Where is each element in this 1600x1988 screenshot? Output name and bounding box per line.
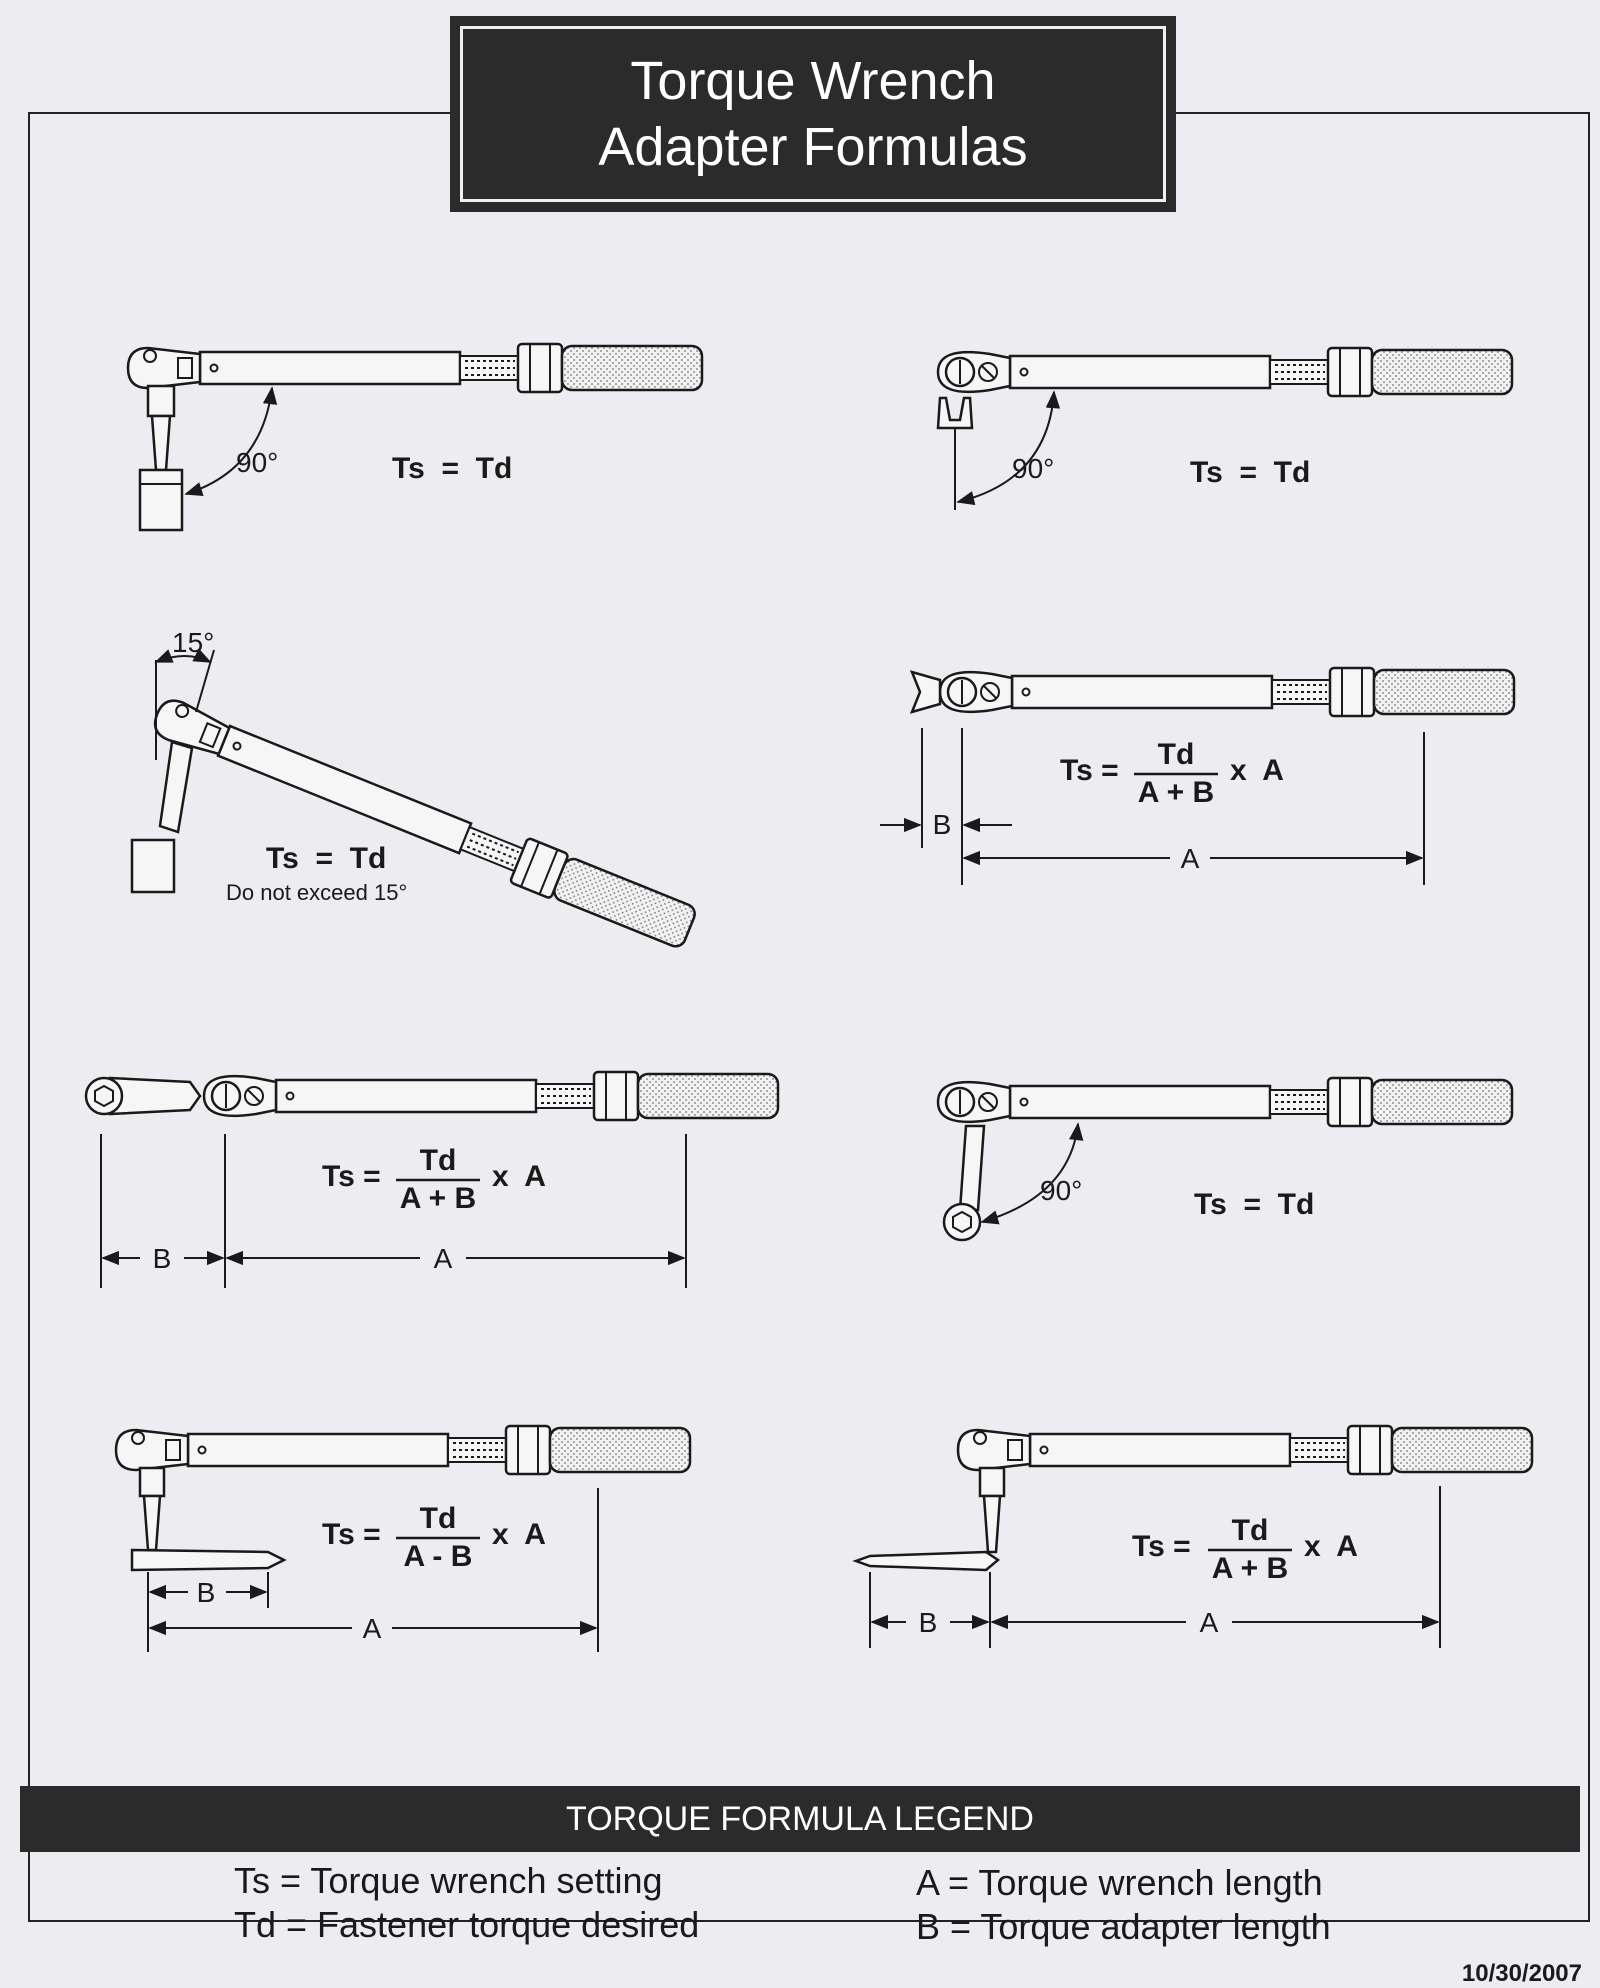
panel-1-formula: Ts = Td [392, 452, 513, 485]
panel-3-note: Do not exceed 15° [226, 880, 408, 905]
panel-5-dim-b: B [152, 1243, 172, 1274]
title-line-1: Torque Wrench [630, 51, 996, 111]
panel-8-dim-a: A [1199, 1607, 1219, 1638]
panel-1-wrench [128, 344, 702, 530]
panel-1-angle: 90° [236, 447, 279, 478]
panel-6-formula: Ts = Td [1194, 1188, 1315, 1221]
panel-8-numerator: Td [1231, 1514, 1269, 1547]
panel-2-formula: Ts = Td [1190, 456, 1311, 489]
panel-5-denominator: A + B [399, 1182, 477, 1215]
panel-7-lhs: Ts = [322, 1518, 381, 1551]
panel-8-denominator: A + B [1211, 1552, 1289, 1585]
title-inner-frame [460, 26, 1166, 202]
panel-7-denominator: A - B [403, 1540, 473, 1573]
panel-4-lhs: Ts = [1060, 754, 1119, 787]
panel-3-wrench [132, 650, 698, 951]
legend-b: B = Torque adapter length [916, 1906, 1331, 1947]
panel-4-denominator: A + B [1137, 776, 1215, 809]
panel-2-angle: 90° [1012, 453, 1055, 484]
panel-8-dim-b: B [918, 1607, 938, 1638]
panel-3-formula: Ts = Td [266, 842, 387, 875]
panel-4-dim-b: B [932, 809, 952, 840]
legend-body [20, 1852, 1580, 1962]
legend-ts: Ts = Torque wrench setting [234, 1860, 663, 1901]
legend-heading: TORQUE FORMULA LEGEND [20, 1786, 1580, 1852]
panel-4-rhs: x A [1230, 754, 1284, 787]
panel-8-rhs: x A [1304, 1530, 1358, 1563]
panel-8-wrench [856, 1426, 1532, 1648]
panel-7-rhs: x A [492, 1518, 546, 1551]
title-box [450, 16, 1176, 212]
panel-4-numerator: Td [1157, 738, 1195, 771]
panel-5-dim-a: A [433, 1243, 453, 1274]
panel-4-dim-a: A [1180, 843, 1200, 874]
legend-a: A = Torque wrench length [916, 1862, 1323, 1903]
panel-5-rhs: x A [492, 1160, 546, 1193]
panel-5-numerator: Td [419, 1144, 457, 1177]
title-line-2: Adapter Formulas [598, 117, 1028, 177]
panel-7-numerator: Td [419, 1502, 457, 1535]
date-stamp: 10/30/2007 [1461, 1960, 1582, 1987]
panel-6-angle: 90° [1040, 1175, 1083, 1206]
panel-7-dim-b: B [196, 1577, 216, 1608]
legend-td: Td = Fastener torque desired [234, 1904, 700, 1945]
panel-3-angle: 15° [172, 627, 215, 658]
panel-5-lhs: Ts = [322, 1160, 381, 1193]
panel-8-lhs: Ts = [1132, 1530, 1191, 1563]
panel-7-dim-a: A [362, 1613, 382, 1644]
